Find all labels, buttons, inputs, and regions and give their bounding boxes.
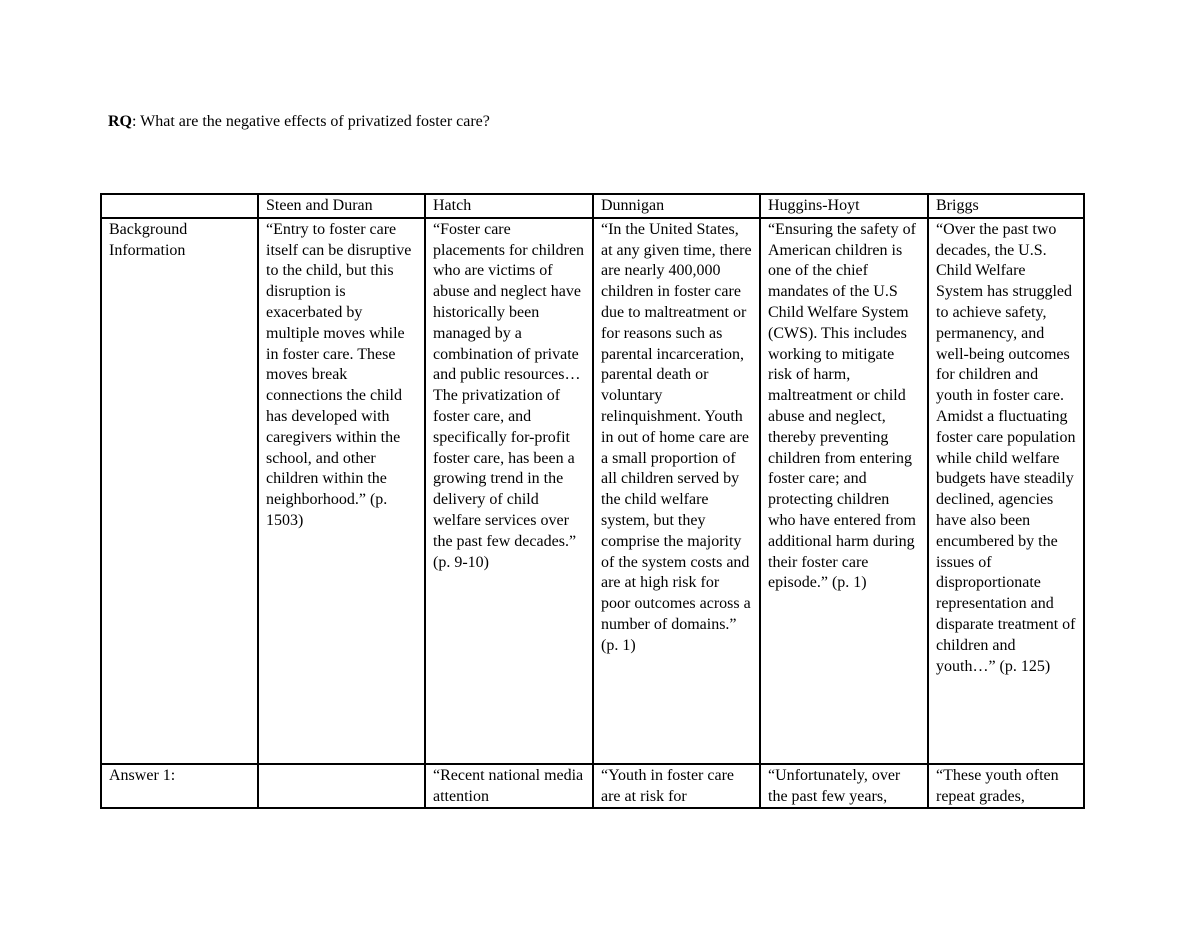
cell-background-steen-and-duran: “Entry to foster care itself can be disruptive to the child, but this disruption is exacerbated by multiple moves while in foster care. These moves break connections the child has developed with caregivers within the school, and other children within the neighborhood.” (p. 1503) [258,218,425,764]
header-cell-huggins-hoyt: Huggins-Hoyt [760,194,928,218]
cell-answer1-hatch: “Recent national media attention [425,764,593,809]
cell-answer1-steen-and-duran [258,764,425,809]
cell-answer1-briggs: “These youth often repeat grades, [928,764,1084,809]
cell-background-dunnigan: “In the United States, at any given time, there are nearly 400,000 children in foster care due to maltreatment or for reasons such as parental incarceration, parental death or voluntary relinquishment. Youth in out of home care are a small proportion of all children served by the child welfare system, but they comprise the majority of the system costs and are at high risk for poor outcomes across a number of domains.” (p. 1) [593,218,760,764]
cell-answer1-huggins-hoyt: “Unfortunately, over the past few years, [760,764,928,809]
header-cell-steen-and-duran: Steen and Duran [258,194,425,218]
header-cell-briggs: Briggs [928,194,1084,218]
rq-label: RQ [108,113,132,130]
row-label-background-information: Background Information [101,218,258,764]
research-question [108,112,490,132]
cell-background-huggins-hoyt: “Ensuring the safety of American children is one of the chief mandates of the U.S Child Welfare System (CWS). This includes working to mitigate risk of harm, maltreatment or child abuse and neglect, thereby preventing children from entering foster care; and protecting children who have entered from additional harm during their foster care episode.” (p. 1) [760,218,928,764]
row-label-answer-1: Answer 1: [101,764,258,809]
cell-background-hatch: “Foster care placements for children who are victims of abuse and neglect have historically been managed by a combination of private and public resources…The privatization of foster care, and specifically for-profit foster care, has been a growing trend in the delivery of child welfare services over the past few decades.” (p. 9-10) [425,218,593,764]
table-row-background-information [101,218,1084,764]
header-cell-dunnigan: Dunnigan [593,194,760,218]
header-cell-empty [101,194,258,218]
literature-matrix-table [100,193,1085,809]
header-cell-hatch: Hatch [425,194,593,218]
table-row-answer-1 [101,764,1084,809]
rq-question-text: : What are the negative effects of privatized foster care? [132,113,490,130]
cell-background-briggs: “Over the past two decades, the U.S. Child Welfare System has struggled to achieve safety, permanency, and well-being outcomes for children and youth in foster care. Amidst a fluctuating foster care population while child welfare budgets have steadily declined, agencies have also been encumbered by the issues of disproportionate representation and disparate treatment of children and youth…” (p. 125) [928,218,1084,764]
cell-answer1-dunnigan: “Youth in foster care are at risk for [593,764,760,809]
table-header-row [101,194,1084,218]
